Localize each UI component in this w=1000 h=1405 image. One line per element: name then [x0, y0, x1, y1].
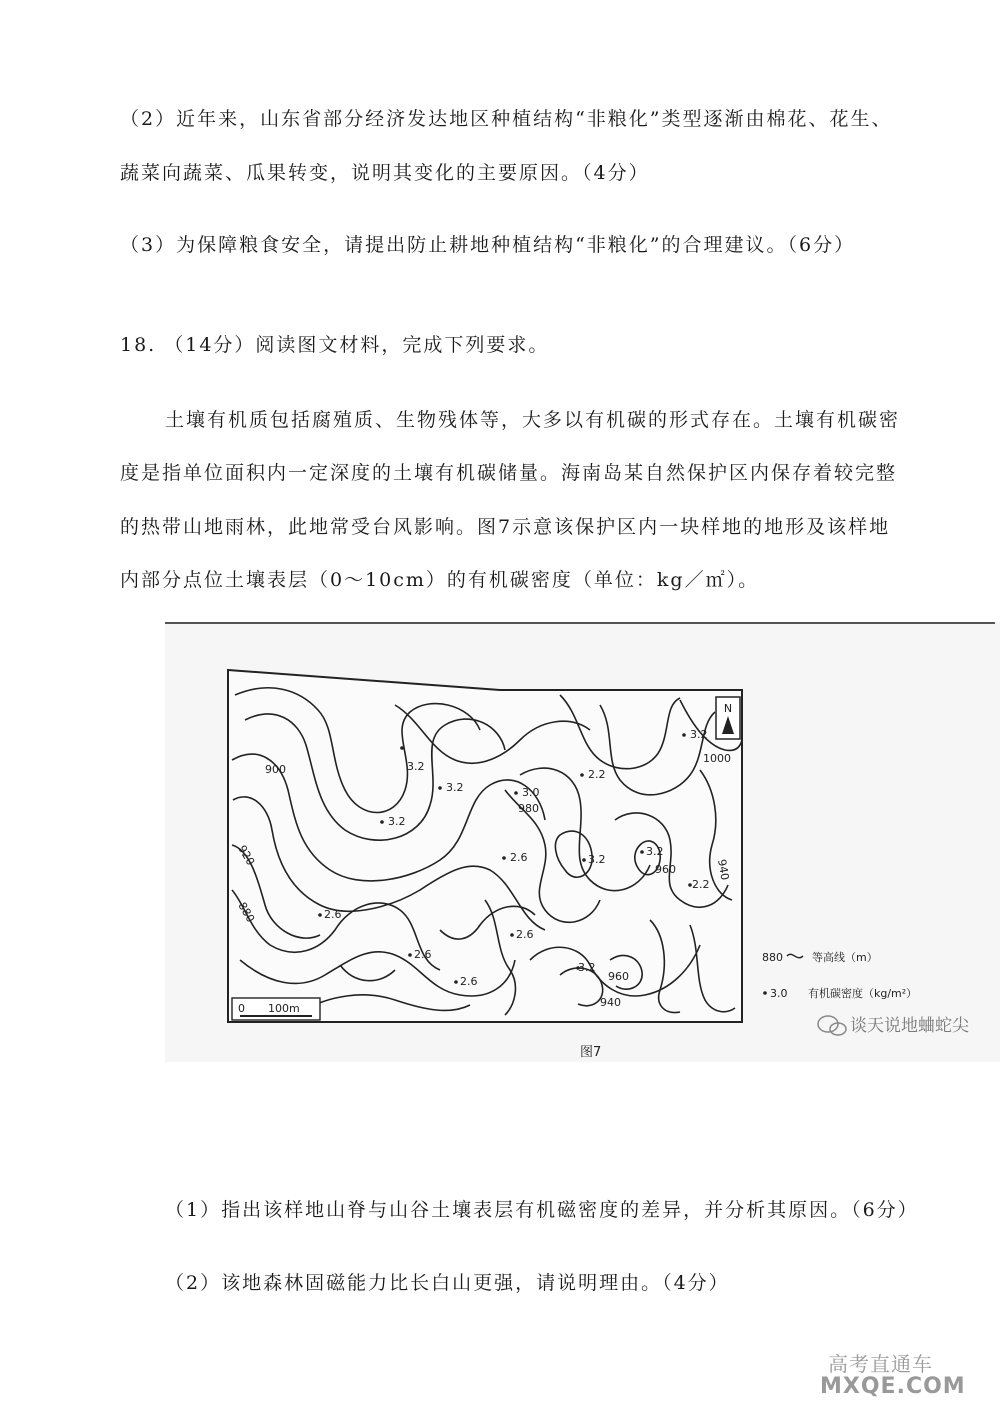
carbon-point-label: 3.0: [522, 786, 540, 799]
q18-subquestion-1: （1）指出该样地山脊与山谷土壤表层有机磁密度的差异，并分析其原因。（6分）: [165, 1199, 919, 1221]
contour-label: 920: [235, 843, 258, 868]
question-part2-line1: （2）近年来，山东省部分经济发达地区种植结构“非粮化”类型逐渐由棉花、花生、: [120, 108, 893, 130]
legend-carbon-label: 有机碳密度（kg/m²）: [808, 987, 918, 1000]
north-arrow: [716, 697, 740, 739]
wechat-icon: [818, 1016, 846, 1035]
contour-label: 960: [608, 970, 629, 983]
carbon-point-label: 3.2: [646, 845, 664, 858]
question-part3: （3）为保障粮食安全，请提出防止耕地种植结构“非粮化”的合理建议。（6分）: [120, 234, 856, 256]
q18-paragraph-line4: 内部分点位土壤表层（0～10cm）的有机碳密度（单位：kg／㎡）。: [120, 569, 760, 591]
figure-caption: 图7: [580, 1045, 602, 1060]
watermark-wechat: 谈天说地蛐蛇尖: [850, 1016, 969, 1036]
legend-contour-label: 等高线（m）: [812, 951, 878, 964]
carbon-point-label: 2.6: [324, 908, 342, 921]
carbon-point-label: 2.2: [692, 878, 710, 891]
carbon-point-label: 2.6: [510, 851, 528, 864]
carbon-point-label: 3.2: [588, 853, 606, 866]
scale-bar: [232, 998, 320, 1020]
contour-label: 940: [600, 996, 621, 1009]
contour-label: 1000: [703, 752, 731, 765]
watermark-domain: MXQE.COM: [820, 1374, 966, 1399]
carbon-point-label: 3.2: [446, 781, 464, 794]
carbon-point-label: 3.2: [690, 728, 708, 741]
scale-zero-label: 0: [238, 1002, 245, 1015]
carbon-point-label: 2.2: [588, 768, 606, 781]
carbon-point-label: 3.2: [578, 961, 596, 974]
scale-length-label: 100m: [268, 1002, 300, 1015]
q18-paragraph-line2: 度是指单位面积内一定深度的土壤有机碳储量。海南岛某自然保护区内保存着较完整: [120, 462, 898, 484]
map-legend: [762, 950, 917, 1000]
legend-carbon-value: 3.0: [770, 987, 788, 1000]
legend-contour-value: 880: [762, 951, 783, 964]
carbon-point-label: 3.2: [407, 760, 425, 773]
contour-label: 960: [655, 863, 676, 876]
q18-subquestion-2: （2）该地森林固磁能力比长白山更强，请说明理由。（4分）: [165, 1272, 730, 1294]
q18-paragraph-line3: 的热带山地雨林，此地常受台风影响。图7示意该保护区内一块样地的地形及该样地: [120, 516, 891, 538]
contour-label: 940: [715, 858, 732, 882]
watermark-logo-text: 高考直通车: [828, 1352, 933, 1376]
carbon-point-label: 2.6: [516, 928, 534, 941]
contour-label: 900: [265, 763, 286, 776]
question-part2-line2: 蔬菜向蔬菜、瓜果转变，说明其变化的主要原因。（4分）: [120, 162, 650, 184]
contour-label: 980: [518, 802, 539, 815]
q18-paragraph-line1: 土壤有机质包括腐殖质、生物残体等，大多以有机碳的形式存在。土壤有机碳密: [165, 409, 901, 431]
carbon-point-label: 2.6: [414, 948, 432, 961]
carbon-point-label: 3.2: [388, 815, 406, 828]
carbon-point-label: 2.6: [460, 975, 478, 988]
north-label: N: [723, 702, 733, 715]
contour-label: 880: [235, 900, 258, 925]
q18-header: 18. （14分）阅读图文材料，完成下列要求。: [120, 334, 550, 356]
